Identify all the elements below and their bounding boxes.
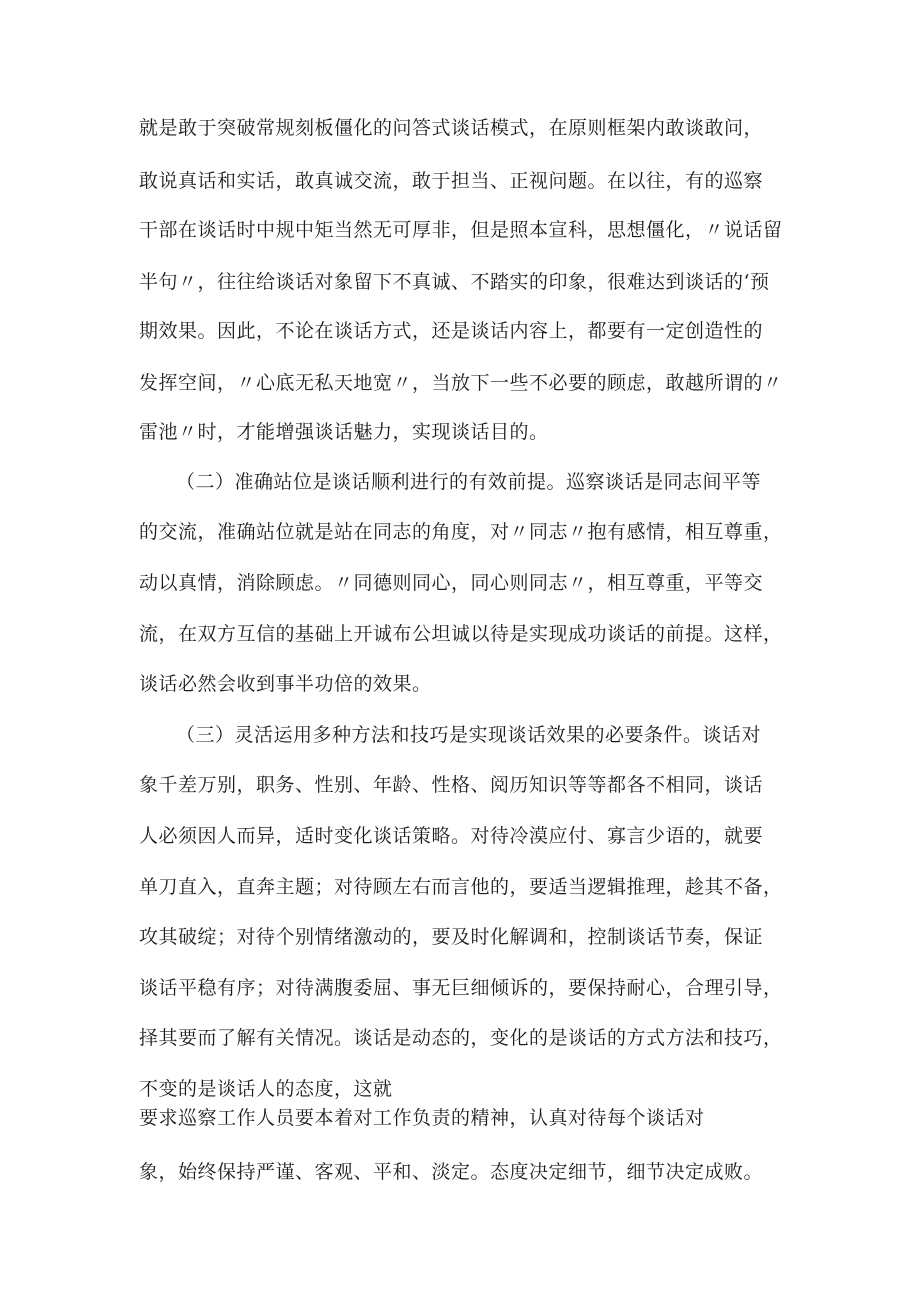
paragraph-3-line-5: 攻其破绽；对待个别情绪激动的，要及时化解调和，控制谈话节奏，保证: [139, 926, 764, 948]
paragraph-1-line-7: 雷池〃时，才能增强谈话魅力，实现谈话目的。: [139, 421, 549, 443]
paragraph-1-line-2: 敢说真话和实话，敢真诚交流，敢于担当、正视问题。在以往，有的巡察: [139, 170, 764, 192]
paragraph-1-line-4: 半句〃，往往给谈话对象留下不真诚、不踏实的印象，很难达到谈话的‘预: [139, 271, 770, 293]
paragraph-3-line-8: 不变的是谈话人的态度，这就: [139, 1078, 393, 1100]
paragraph-3-line-3: 人必须因人而异，适时变化谈话策略。对待冷漠应付、寡言少语的，就要: [139, 825, 764, 847]
paragraph-1-line-3: 干部在谈话时中规中矩当然无可厚非，但是照本宣科，思想僵化，〃说话留: [139, 219, 783, 241]
paragraph-3-line-1: （三）灵活运用多种方法和技巧是实现谈话效果的必要条件。谈话对: [176, 724, 762, 746]
paragraph-2-line-3: 动以真情，消除顾虑。〃同德则同心，同心则同志〃，相互尊重，平等交: [139, 572, 764, 594]
paragraph-1-line-6: 发挥空间，〃心底无私天地宽〃，当放下一些不必要的顾虑，敢越所谓的〃: [139, 372, 783, 394]
paragraph-2-line-2: 的交流，准确站位就是站在同志的角度，对〃同志〃抱有感情，相互尊重，: [139, 521, 783, 543]
paragraph-3-line-2: 象千差万别，职务、性别、年龄、性格、阅历知识等等都各不相同，谈话: [139, 774, 764, 796]
paragraph-3-line-7: 择其要而了解有关情况。谈话是动态的，变化的是谈话的方式方法和技巧，: [139, 1027, 783, 1049]
paragraph-2-line-4: 流，在双方互信的基础上开诚布公坦诚以待是实现成功谈话的前提。这样，: [139, 623, 783, 645]
paragraph-1-line-5: 期效果。因此，不论在谈话方式，还是谈话内容上，都要有一定创造性的: [139, 320, 764, 342]
paragraph-3-line-10: 象，始终保持严谨、客观、平和、淡定。态度决定细节，细节决定成败。: [139, 1161, 764, 1183]
paragraph-1-line-1: 就是敢于突破常规刻板僵化的问答式谈话模式，在原则框架内敢谈敢问，: [139, 117, 764, 139]
paragraph-3-line-6: 谈话平稳有序；对待满腹委屈、事无巨细倾诉的，要保持耐心，合理引导，: [139, 977, 783, 999]
paragraph-2-line-5: 谈话必然会收到事半功倍的效果。: [139, 673, 432, 695]
paragraph-3-line-4: 单刀直入，直奔主题；对待顾左右而言他的，要适当逻辑推理，趁其不备，: [139, 876, 783, 898]
paragraph-2-line-1: （二）准确站位是谈话顺利进行的有效前提。巡察谈话是同志间平等: [176, 471, 762, 493]
paragraph-3-line-9: 要求巡察工作人员要本着对工作负责的精神，认真对待每个谈话对: [139, 1107, 705, 1129]
